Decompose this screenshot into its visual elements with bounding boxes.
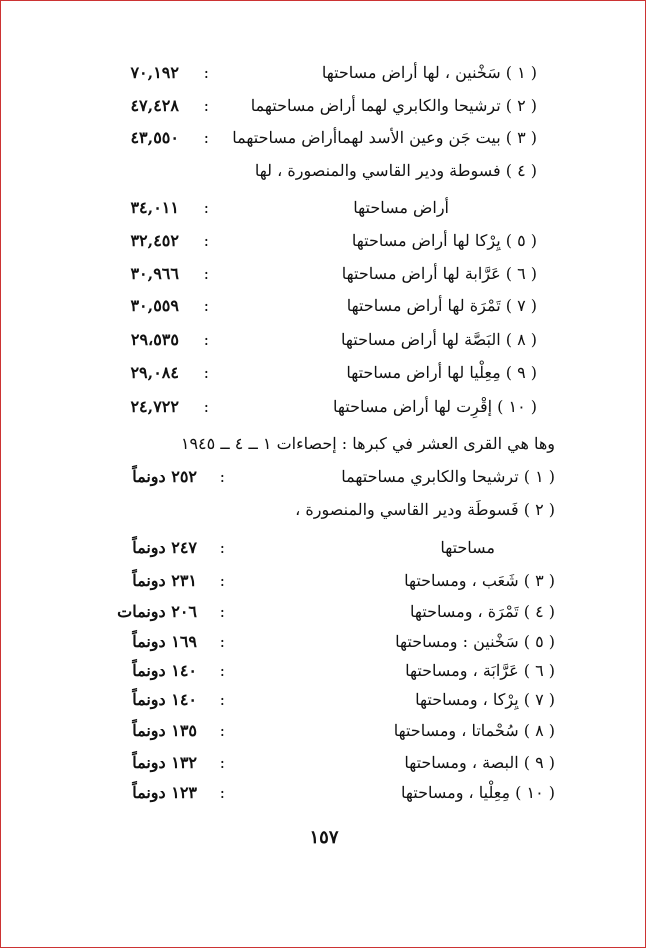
colon-separator: : <box>219 602 225 621</box>
colon-separator: : <box>219 783 225 802</box>
area-value: ٣٢,٤٥٢ <box>130 231 179 250</box>
village-label: ( ١ ) ترشيحا والكابري مساحتهما <box>341 467 555 486</box>
village-label: ( ٦ ) عَرَّابة لها أراض مساحتها <box>341 264 537 283</box>
area-value: ٧٠,١٩٢ <box>130 63 179 82</box>
village-label: ( ٥ ) سَخْنين : ومساحتها <box>395 632 555 651</box>
colon-separator: : <box>203 231 209 250</box>
area-value: ١٤٠ دونماً <box>132 661 197 680</box>
area-value: ١٦٩ دونماً <box>132 632 197 651</box>
area-value: ٢٩,٠٨٤ <box>130 363 179 382</box>
area-value: ٢٩،٥٣٥ <box>130 330 179 349</box>
area-value: ٢٤٧ دونماً <box>132 538 197 557</box>
area-value: ٢٥٢ دونماً <box>132 467 197 486</box>
village-label: ( ٨ ) سُحْماتا ، ومساحتها <box>393 721 555 740</box>
colon-separator: : <box>203 363 209 382</box>
area-value: ٤٧,٤٢٨ <box>130 96 179 115</box>
colon-separator: : <box>203 128 209 147</box>
area-value: ١٤٠ دونماً <box>132 690 197 709</box>
colon-separator: : <box>219 571 225 590</box>
colon-separator: : <box>203 198 209 217</box>
colon-separator: : <box>203 264 209 283</box>
village-label: ( ٦ ) عَرَّابَة ، ومساحتها <box>405 661 555 680</box>
colon-separator: : <box>219 753 225 772</box>
colon-separator: : <box>203 397 209 416</box>
colon-separator: : <box>219 632 225 651</box>
village-label: مساحتها <box>440 538 495 557</box>
village-label: ( ١ ) سَخْنين ، لها أراض مساحتها <box>321 63 537 82</box>
area-value: ١٣٢ دونماً <box>132 753 197 772</box>
section-heading: وها هي القرى العشر في كبرها : إحصاءات ١ ــ ٤ ــ ١٩٤٥ <box>180 434 555 453</box>
colon-separator: : <box>219 467 225 486</box>
village-label: ( ٣ ) شَعَب ، ومساحتها <box>404 571 555 590</box>
area-value: ٢٠٦ دونمات <box>117 602 197 621</box>
area-value: ٢٣١ دونماً <box>132 571 197 590</box>
village-label: ( ٣ ) بيت جَن وعين الأسد لهماأراض مساحتهما <box>232 128 537 147</box>
area-value: ٣٤,٠١١ <box>130 198 179 217</box>
area-value: ٤٣,٥٥٠ <box>130 128 179 147</box>
village-label: ( ٤ ) فسوطة ودير القاسي والمنصورة ، لها <box>254 161 537 180</box>
village-label: ( ٥ ) يِرْكا لها أراض مساحتها <box>351 231 537 250</box>
area-value: ١٢٣ دونماً <box>132 783 197 802</box>
village-label: ( ٤ ) تَمْرَة ، ومساحتها <box>410 602 555 621</box>
colon-separator: : <box>219 690 225 709</box>
village-label: ( ٩ ) مِعِلْيا لها أراض مساحتها <box>346 363 537 382</box>
village-label: ( ٧ ) يِرْكا ، ومساحتها <box>415 690 555 709</box>
colon-separator: : <box>203 330 209 349</box>
colon-separator: : <box>219 721 225 740</box>
village-label: ( ٧ ) تَمْرَة لها أراض مساحتها <box>346 296 537 315</box>
area-value: ٢٤,٧٢٢ <box>130 397 179 416</box>
colon-separator: : <box>219 661 225 680</box>
colon-separator: : <box>203 296 209 315</box>
village-label: أراض مساحتها <box>353 198 449 217</box>
village-label: ( ٢ ) ترشيحا والكابري لهما أراض مساحتهما <box>250 96 537 115</box>
area-value: ٣٠,٥٥٩ <box>130 296 179 315</box>
area-value: ١٣٥ دونماً <box>132 721 197 740</box>
village-label: ( ٩ ) البصة ، ومساحتها <box>404 753 555 772</box>
colon-separator: : <box>219 538 225 557</box>
page-number: ١٥٧ <box>309 827 339 848</box>
area-value: ٣٠,٩٦٦ <box>130 264 179 283</box>
village-label: ( ١٠ ) مِعِلْيا ، ومساحتها <box>401 783 555 802</box>
colon-separator: : <box>203 96 209 115</box>
village-label: ( ٢ ) فَسوطَة ودير القاسي والمنصورة ، <box>295 500 555 519</box>
village-label: ( ٨ ) البَصَّة لها أراض مساحتها <box>341 330 537 349</box>
colon-separator: : <box>203 63 209 82</box>
village-label: ( ١٠ ) إقْرِت لها أراض مساحتها <box>333 397 537 416</box>
